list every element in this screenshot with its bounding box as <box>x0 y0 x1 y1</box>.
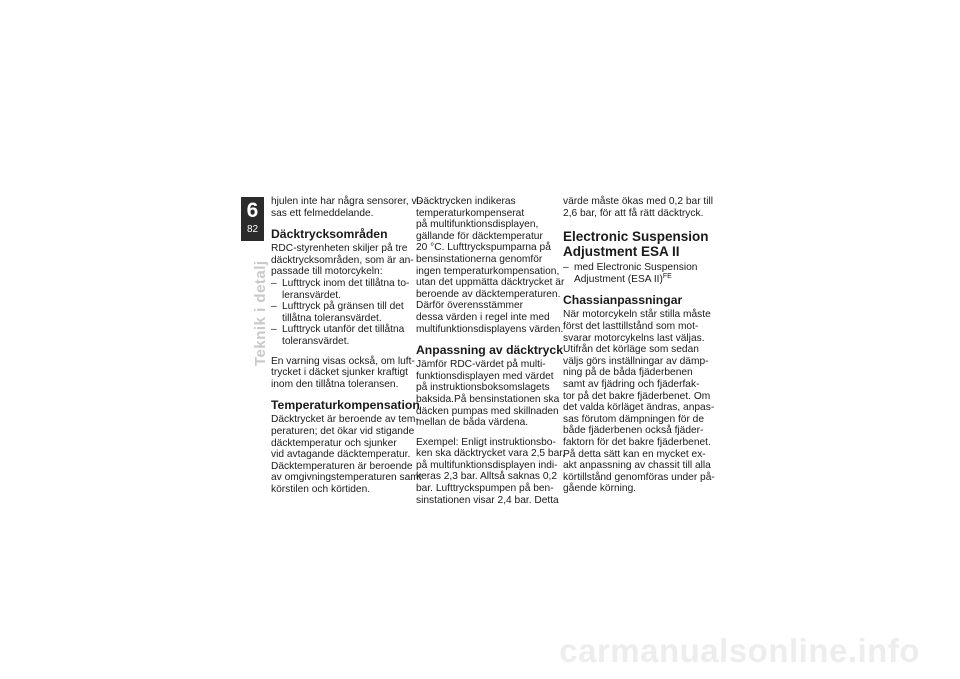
text-line: inom den tillåtna toleransen. <box>271 378 399 390</box>
text-line: RDC-styrenheten skiljer på tre <box>271 243 408 255</box>
section-heading: Temperaturkompensation <box>271 398 420 413</box>
text-line: sas ett felmeddelande. <box>271 207 374 219</box>
text-line: det valda körläget ändras, anpas- <box>563 402 715 414</box>
text-line: 2,6 bar, för att få rätt däcktryck. <box>563 207 704 219</box>
text-line: vid avtagande däcktemperatur. <box>271 449 411 461</box>
list-item: – Lufttryck inom det tillåtna to- leransvärdet. <box>271 277 410 301</box>
text-line: baksida.På bensinstationen ska <box>416 393 560 405</box>
text-line: gående körning. <box>563 483 637 495</box>
text-line: Jämför RDC-värdet på multi- <box>416 359 546 371</box>
text-line: En varning visas också, om luft- <box>271 355 415 367</box>
list-item: – Lufttryck utanför det tillåtna toleransvärdet. <box>271 324 405 347</box>
text-line: funktionsdisplayen med värdet <box>416 370 554 382</box>
text-line: Utifrån det körläge som sedan <box>563 344 699 356</box>
text-line: Däcktrycken indikeras <box>416 196 516 207</box>
text-line: akt anpassning av chassit till alla <box>563 460 711 472</box>
text-line: gällande för däcktemperatur <box>416 230 543 242</box>
text-line: väljs görs inställningar av dämp- <box>563 355 709 367</box>
section-heading: Däcktrycksområden <box>271 227 388 242</box>
text-line: passade till motorcykeln: <box>271 266 383 278</box>
list-item: – med Electronic Suspension Adjustment (ESA II)$^{FE}$ <box>563 262 698 285</box>
bullet-list <box>271 278 422 348</box>
text-line: temperaturkompenserat <box>416 207 525 219</box>
text-line: hjulen inte har några sensorer, vi- <box>271 196 423 207</box>
text-line: ken ska däcktrycket vara 2,5 bar, <box>416 448 565 460</box>
text-line: bensinstationerna genomför <box>416 253 543 265</box>
text-line: körtillstånd genomföras under på- <box>563 471 715 483</box>
text-line: mellan de båda värdena. <box>416 417 529 429</box>
chapter-tab <box>241 197 264 241</box>
text-line: Därför överensstämmer <box>416 300 523 312</box>
text-column-2 <box>416 196 565 506</box>
text-line: värde måste ökas med 0,2 bar till <box>563 196 714 207</box>
text-column-1 <box>271 196 422 495</box>
text-line: dessa värden i regel inte med <box>416 311 550 323</box>
section-heading: Chassianpassningar <box>563 293 683 308</box>
text-line: Däcktemperaturen är beroende <box>271 460 413 472</box>
page-number: 82 <box>246 224 259 235</box>
section-heading: Anpassning av däcktryck <box>416 343 563 358</box>
text-line: trycket i däcket sjunker kraftigt <box>271 367 409 379</box>
list-item: – Lufttryck på gränsen till det tillåtna toleransvärdet. <box>271 301 404 324</box>
text-line: multifunktionsdisplayens värden. <box>416 323 564 335</box>
text-line: av omgivningstemperaturen samt <box>271 472 422 484</box>
text-line: sas förutom dämpningen för de <box>563 413 705 425</box>
text-line: på multifunktionsdisplayen, <box>416 219 539 231</box>
text-line: Däcktrycket är beroende av tem- <box>271 414 419 426</box>
text-line: keras 2,3 bar. Alltså saknas 0,2 <box>416 471 558 483</box>
text-line: på multifunktionsdisplayen indi- <box>416 459 558 471</box>
text-line: först det lasttillstånd som mot- <box>563 320 699 332</box>
text-line: 20 °C. Lufttryckspumparna på <box>416 242 551 254</box>
text-line: svarar motorcykelns last väljas. <box>563 332 705 344</box>
text-line: körstilen och körtiden. <box>271 483 371 495</box>
text-line: peraturen; det ökar vid stigande <box>271 425 415 437</box>
text-line: ingen temperaturkompensation, <box>416 265 560 277</box>
text-line: bar. Lufttryckspumpen på ben- <box>416 483 554 495</box>
text-line: sinstationen visar 2,4 bar. Detta <box>416 494 559 506</box>
chapter-title-vertical: Teknik i detalj <box>252 260 269 366</box>
text-line: tor på det bakre fjäderbenet. Om <box>563 390 711 402</box>
watermark: carmanualsonline.info <box>559 632 920 669</box>
main-heading-line: Electronic Suspension <box>563 229 709 245</box>
chapter-number: 6 <box>246 199 259 222</box>
text-line: utan det uppmätta däcktrycket är <box>416 277 565 289</box>
superscript-code: FE <box>662 272 672 280</box>
text-line: på instruktionsboksomslagets <box>416 382 550 394</box>
text-line: På detta sätt kan en mycket ex- <box>563 448 706 460</box>
text-line: däcktrycksområden, som är an- <box>271 254 414 266</box>
main-heading-line: Adjustment ESA II <box>563 244 680 260</box>
text-line: däcktemperatur och sjunker <box>271 437 397 449</box>
text-line: däcken pumpas med skillnaden <box>416 405 559 417</box>
text-line: ning på de båda fjäderbenen <box>563 367 693 379</box>
text-line: Exempel: Enligt instruktionsbo- <box>416 436 556 448</box>
text-line: både fjäderbenen också fjäder- <box>563 425 704 437</box>
text-line: faktorn för det bakre fjäderbenet. <box>563 436 711 448</box>
text-line: När motorcykeln står stilla måste <box>563 309 711 321</box>
text-column-3 <box>563 196 715 495</box>
text-line: beroende av däcktemperaturen. <box>416 288 561 300</box>
text-line: samt av fjädring och fjäderfak- <box>563 378 700 390</box>
